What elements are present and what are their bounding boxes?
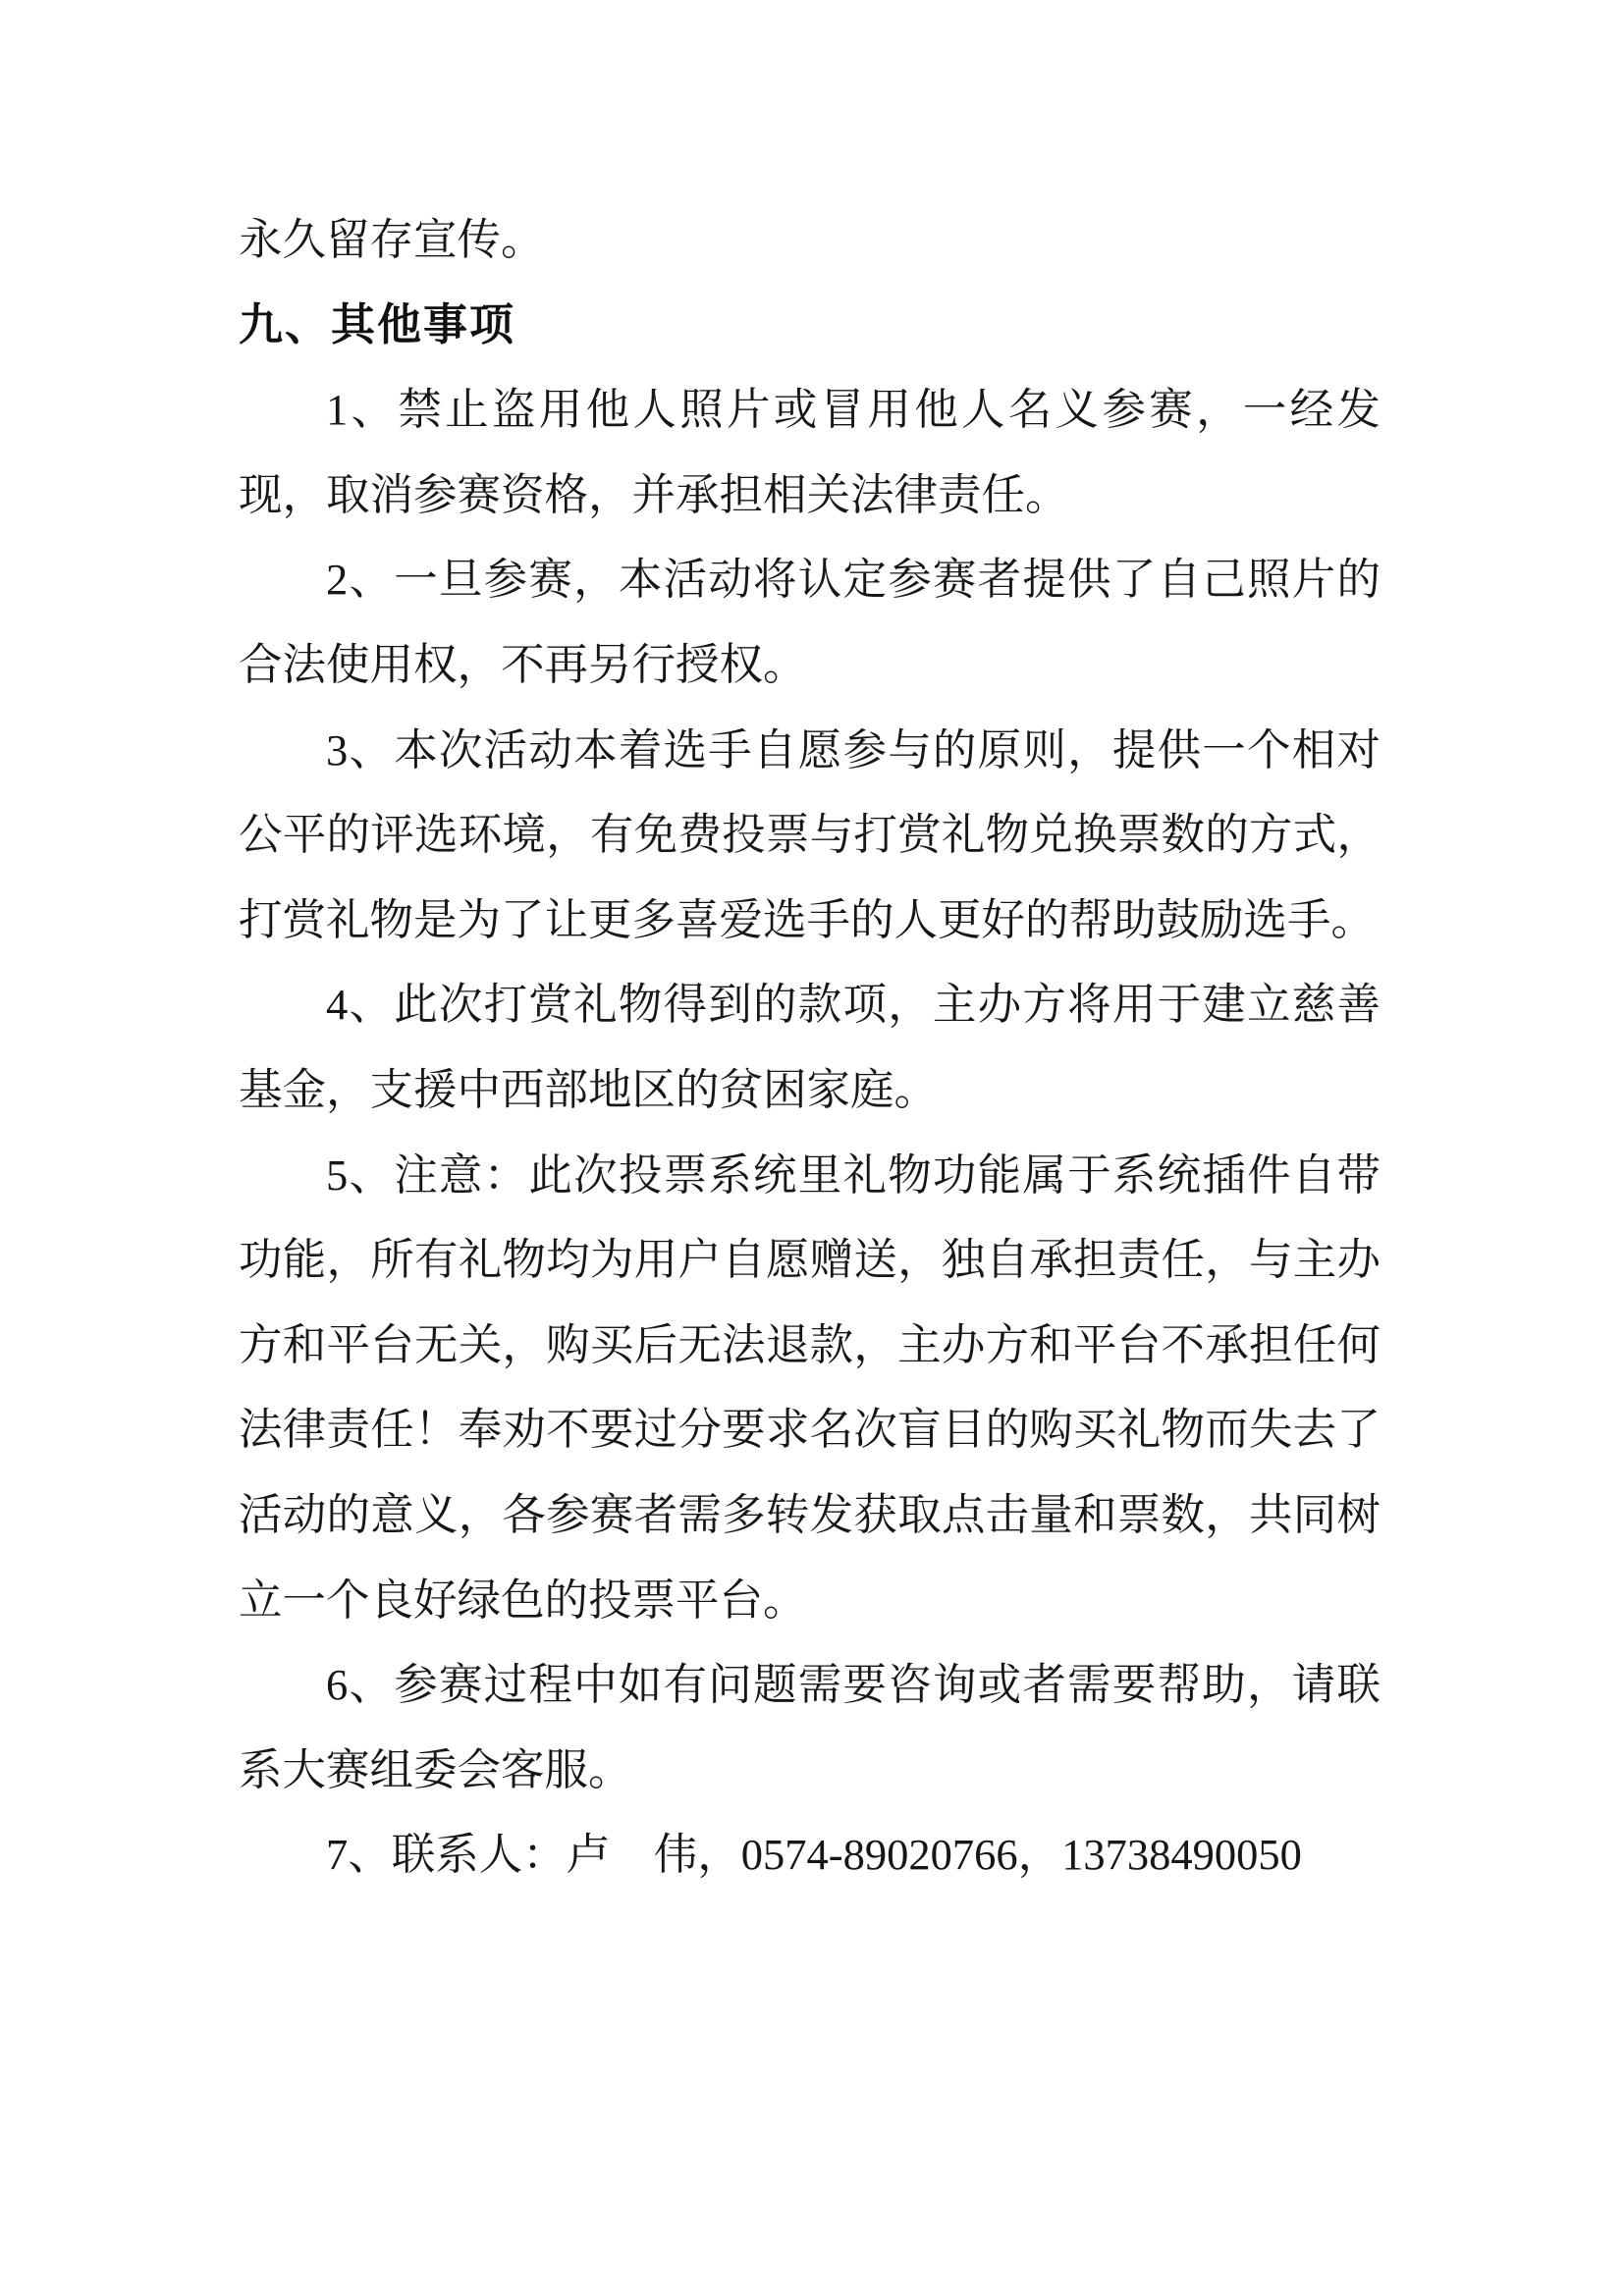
body-paragraph-3: 3、本次活动本着选手自愿参与的原则，提供一个相对公平的评选环境，有免费投票与打赏礼物兑换票数的方式，打赏礼物是为了让更多喜爱选手的人更好的帮助鼓励选手。	[239, 724, 1380, 944]
body-paragraph-4: 4、此次打赏礼物得到的款项，主办方将用于建立慈善基金，支援中西部地区的贫困家庭。	[239, 980, 1380, 1114]
text-block	[239, 197, 1380, 1897]
body-paragraph-6: 6、参赛过程中如有问题需要咨询或者需要帮助，请联系大赛组委会客服。	[239, 1660, 1380, 1794]
body-paragraph-5: 5、注意：此次投票系统里礼物功能属于系统插件自带功能，所有礼物均为用户自愿赠送，独自承担责任，与主办方和平台无关，购买后无法退款，主办方和平台不承担任何法律责任！奉劝不要过分要求名次盲目的购买礼物而失去了活动的意义，各参赛者需多转发获取点击量和票数，共同树立一个良好绿色的投票平台。	[239, 1149, 1380, 1625]
body-paragraph-1: 1、禁止盗用他人照片或冒用他人名义参赛，一经发现，取消参赛资格，并承担相关法律责任。	[239, 385, 1380, 519]
body-paragraph-7-contact: 7、联系人：卢 伟，0574-89020766，13738490050	[326, 1830, 1302, 1880]
continuation-paragraph: 永久留存宣传。	[239, 215, 545, 264]
section-heading: 九、其他事项	[239, 298, 516, 349]
body-paragraph-2: 2、一旦参赛，本活动将认定参赛者提供了自己照片的合法使用权，不再另行授权。	[239, 555, 1380, 689]
